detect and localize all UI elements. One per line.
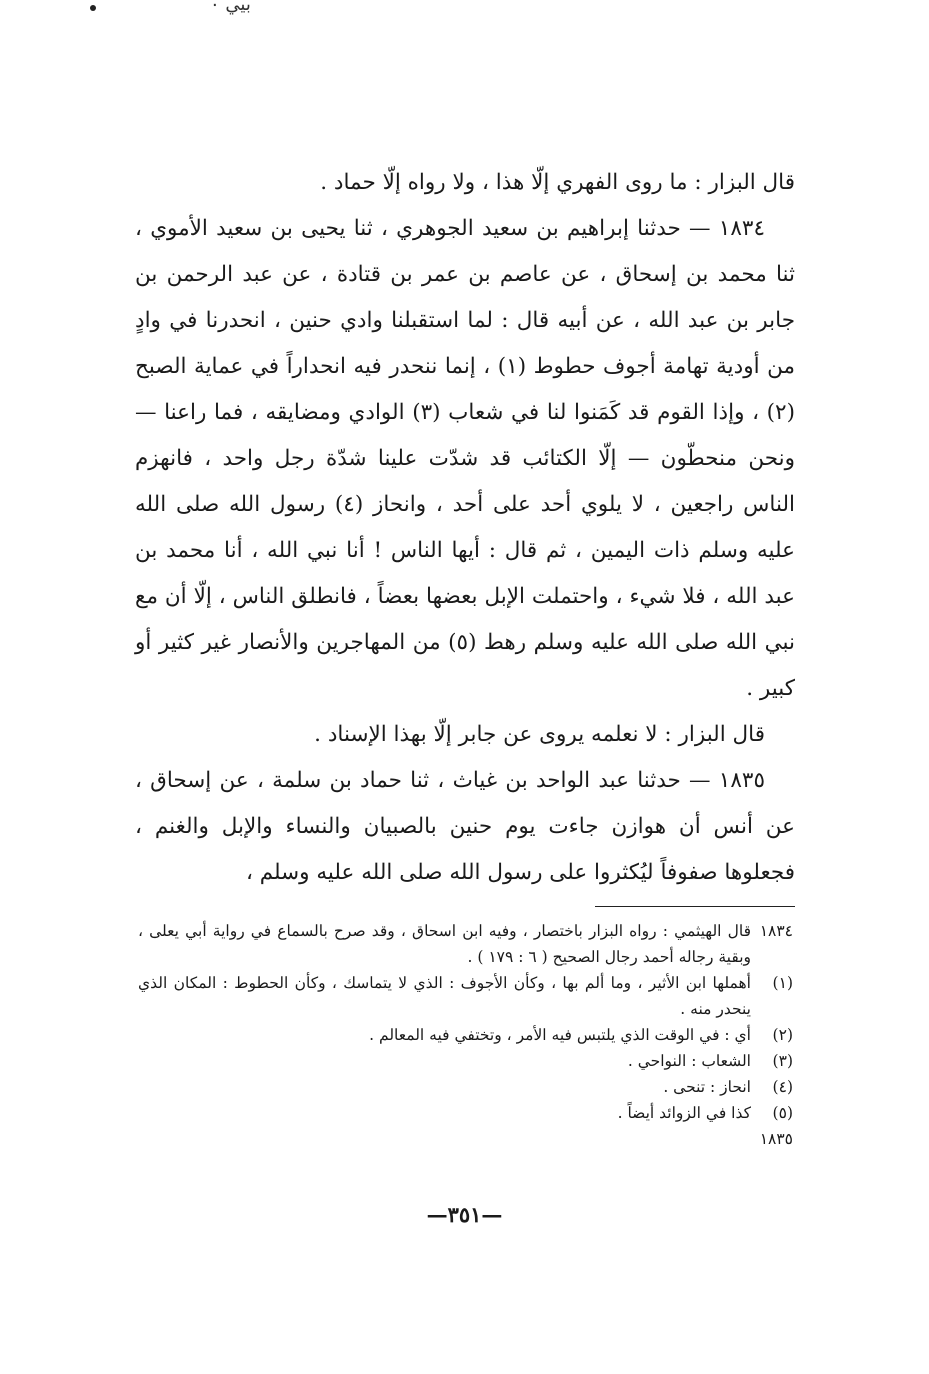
footnote-divider bbox=[595, 906, 795, 907]
footnote-number: ١٨٣٥ bbox=[759, 1130, 793, 1148]
page-number: —٣٥١— bbox=[426, 1202, 503, 1227]
footnote-text: أهملها ابن الأثير ، وما ألم بها ، وكأن الأجوف : الذي لا يتماسك ، وكأن الحطوط : المكان الذي ينحدر منه . bbox=[138, 974, 751, 1018]
footnote-number: (١) bbox=[772, 974, 793, 992]
footnote-text: أي : في الوقت الذي يلتبس فيه الأمر ، وتختفي فيه المعالم . bbox=[369, 1026, 751, 1044]
footnote-text: الشعاب : النواحي . bbox=[627, 1052, 751, 1070]
footnote-text: قال الهيثمي : رواه البزار باختصار ، وفيه ابن اسحاق ، وقد صرح بالسماع في رواية أبي يعلى ، وبقية رجاله أحمد رجال الصحيح ( ٦ : ١٧٩ ) . bbox=[138, 922, 751, 966]
paragraph-bazzar-note-2: قال البزار : لا نعلمه يروى عن جابر إلّا بهذا الإسناد . bbox=[314, 722, 765, 747]
footnote-number: (٤) bbox=[772, 1078, 793, 1096]
top-margin-mark: بيي ٠ bbox=[210, 0, 251, 15]
footnote-item bbox=[138, 1100, 793, 1126]
footnote-number: (٣) bbox=[772, 1052, 793, 1070]
footnote-item bbox=[138, 918, 793, 970]
footnote-number: (٢) bbox=[772, 1026, 793, 1044]
footnote-item bbox=[138, 1126, 793, 1152]
scan-dot-mark bbox=[90, 5, 96, 11]
footnote-number: ١٨٣٤ bbox=[759, 922, 793, 940]
footnote-item bbox=[138, 1022, 793, 1048]
footnote-number: (٥) bbox=[772, 1104, 793, 1122]
footnotes-block bbox=[138, 918, 793, 1152]
paragraph-hadith-1834: ١٨٣٤ — حدثنا إبراهيم بن سعيد الجوهري ، ثنا يحيى بن سعيد الأموي ، ثنا محمد بن إسحاق ، عن عاصم بن عمر بن قتادة ، عن عبد الرحمن بن جابر بن عبد الله ، عن أبيه قال : لما استقبلنا وادي حنين ، انحدرنا في وادٍ من أودية تهامة أجوف حطوط (١) ، إنما ننحدر فيه انحداراً في عماية الصبح (٢) ، وإذا القوم قد كَمَنوا لنا في شعاب (٣) الوادي ومضايقه ، فما راعنا — ونحن منحطّون — إلّا الكتائب قد شدّت علينا شدّة رجل واحد ، فانهزم الناس راجعين ، لا يلوي أحد على أحد ، وانحاز (٤) رسول الله صلى الله عليه وسلم ذات اليمين ، ثم قال : أيها الناس ! أنا نبي الله ، أنا محمد بن عبد الله ، فلا شيء ، واحتملت الإبل بعضها بعضاً ، فانطلق الناس ، إلّا أن مع نبي الله صلى الله عليه وسلم رهط (٥) من المهاجرين والأنصار غير كثير أو كبير . bbox=[135, 216, 795, 701]
footnote-item bbox=[138, 970, 793, 1022]
footnote-text: انحاز : تنحى . bbox=[663, 1078, 751, 1096]
footnote-item bbox=[138, 1074, 793, 1100]
paragraph-hadith-1835: ١٨٣٥ — حدثنا عبد الواحد بن غياث ، ثنا حماد بن سلمة ، عن إسحاق ، عن أنس أن هوازن جاءت يوم حنين بالصبيان والنساء والإبل والغنم ، فجعلوها صفوفاً ليُكثروا على رسول الله صلى الله عليه وسلم ، bbox=[135, 768, 795, 885]
paragraph-bazzar-note-1: قال البزار : ما روى الفهري إلّا هذا ، ولا رواه إلّا حماد . bbox=[320, 170, 795, 195]
footnote-item bbox=[138, 1048, 793, 1074]
footnote-text: كذا في الزوائد أيضاً . bbox=[617, 1104, 751, 1122]
main-text-block bbox=[135, 160, 795, 896]
